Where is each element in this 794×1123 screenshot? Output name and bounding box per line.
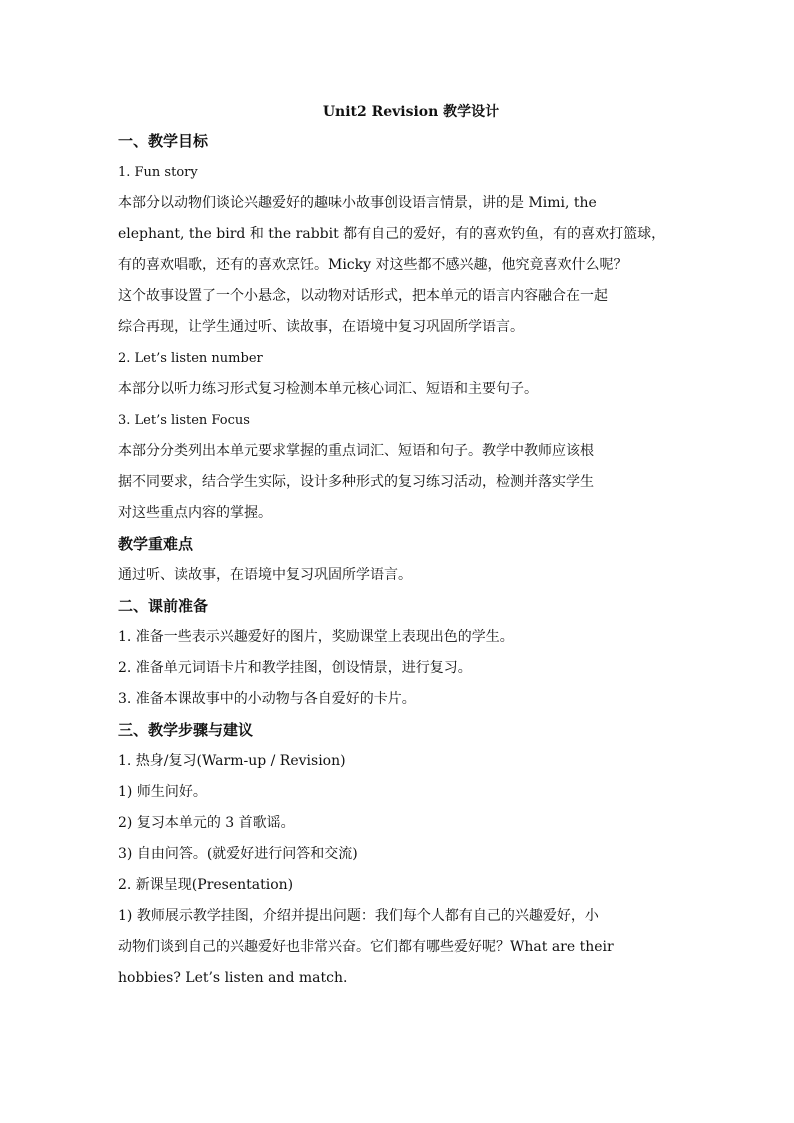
section-heading-steps: 三、教学步骤与建议 bbox=[118, 721, 254, 739]
paragraph-fun-story bbox=[118, 188, 678, 343]
section-heading-key-points: 教学重难点 bbox=[118, 535, 194, 553]
document-body bbox=[118, 98, 678, 994]
section-heading-objectives: 一、教学目标 bbox=[118, 132, 209, 150]
text-line: 本部分分类列出本单元要求掌握的重点词汇、短语和句子。教学中教师应该根 bbox=[118, 443, 594, 459]
text-line: elephant, the bird 和 the rabbit 都有自己的爱好，有的喜欢钓鱼，有的喜欢打篮球， bbox=[118, 226, 666, 242]
subheading-fun-story: 1. Fun story bbox=[118, 165, 198, 180]
subheading-presentation: 2. 新课呈现(Presentation) bbox=[118, 877, 294, 893]
list-item-prep-3: 3. 准备本课故事中的小动物与各自爱好的卡片。 bbox=[118, 691, 416, 707]
page-title: Unit2 Revision 教学设计 bbox=[322, 104, 500, 120]
text-line: 综合再现，让学生通过听、读故事，在语境中复习巩固所学语言。 bbox=[118, 319, 524, 335]
text-line: 据不同要求，结合学生实际，设计多种形式的复习练习活动，检测并落实学生 bbox=[118, 474, 594, 490]
text-line: 本部分以动物们谈论兴趣爱好的趣味小故事创设语言情景，讲的是 Mimi, the bbox=[118, 195, 597, 211]
subheading-warmup: 1. 热身/复习(Warm-up / Revision) bbox=[118, 753, 346, 769]
paragraph-presentation bbox=[118, 901, 678, 994]
subheading-listen-number: 2. Let’s listen number bbox=[118, 351, 263, 366]
text-line: 有的喜欢唱歌，还有的喜欢烹饪。Micky 对这些都不感兴趣，他究竟喜欢什么呢？ bbox=[118, 257, 628, 273]
text-line: 对这些重点内容的掌握。 bbox=[118, 505, 272, 521]
list-item-prep-2: 2. 准备单元词语卡片和教学挂图，创设情景，进行复习。 bbox=[118, 660, 472, 676]
text-line: 1) 教师展示教学挂图，介绍并提出问题：我们每个人都有自己的兴趣爱好，小 bbox=[118, 908, 599, 924]
list-item-warmup-2: 2) 复习本单元的 3 首歌谣。 bbox=[118, 815, 295, 831]
list-item-prep-1: 1. 准备一些表示兴趣爱好的图片，奖励课堂上表现出色的学生。 bbox=[118, 629, 514, 645]
list-item-warmup-1: 1) 师生问好。 bbox=[118, 784, 207, 800]
paragraph-key-points: 通过听、读故事，在语境中复习巩固所学语言。 bbox=[118, 567, 412, 583]
paragraph-listen-number: 本部分以听力练习形式复习检测本单元核心词汇、短语和主要句子。 bbox=[118, 381, 538, 397]
subheading-listen-focus: 3. Let’s listen Focus bbox=[118, 413, 250, 428]
text-line: 动物们谈到自己的兴趣爱好也非常兴奋。它们都有哪些爱好呢？What are their bbox=[118, 939, 614, 955]
text-line: hobbies? Let’s listen and match. bbox=[118, 970, 348, 986]
list-item-warmup-3: 3) 自由问答。(就爱好进行问答和交流) bbox=[118, 846, 358, 862]
paragraph-listen-focus bbox=[118, 436, 678, 529]
text-line: 这个故事设置了一个小悬念，以动物对话形式，把本单元的语言内容融合在一起 bbox=[118, 288, 608, 304]
section-heading-preparation: 二、课前准备 bbox=[118, 597, 209, 615]
